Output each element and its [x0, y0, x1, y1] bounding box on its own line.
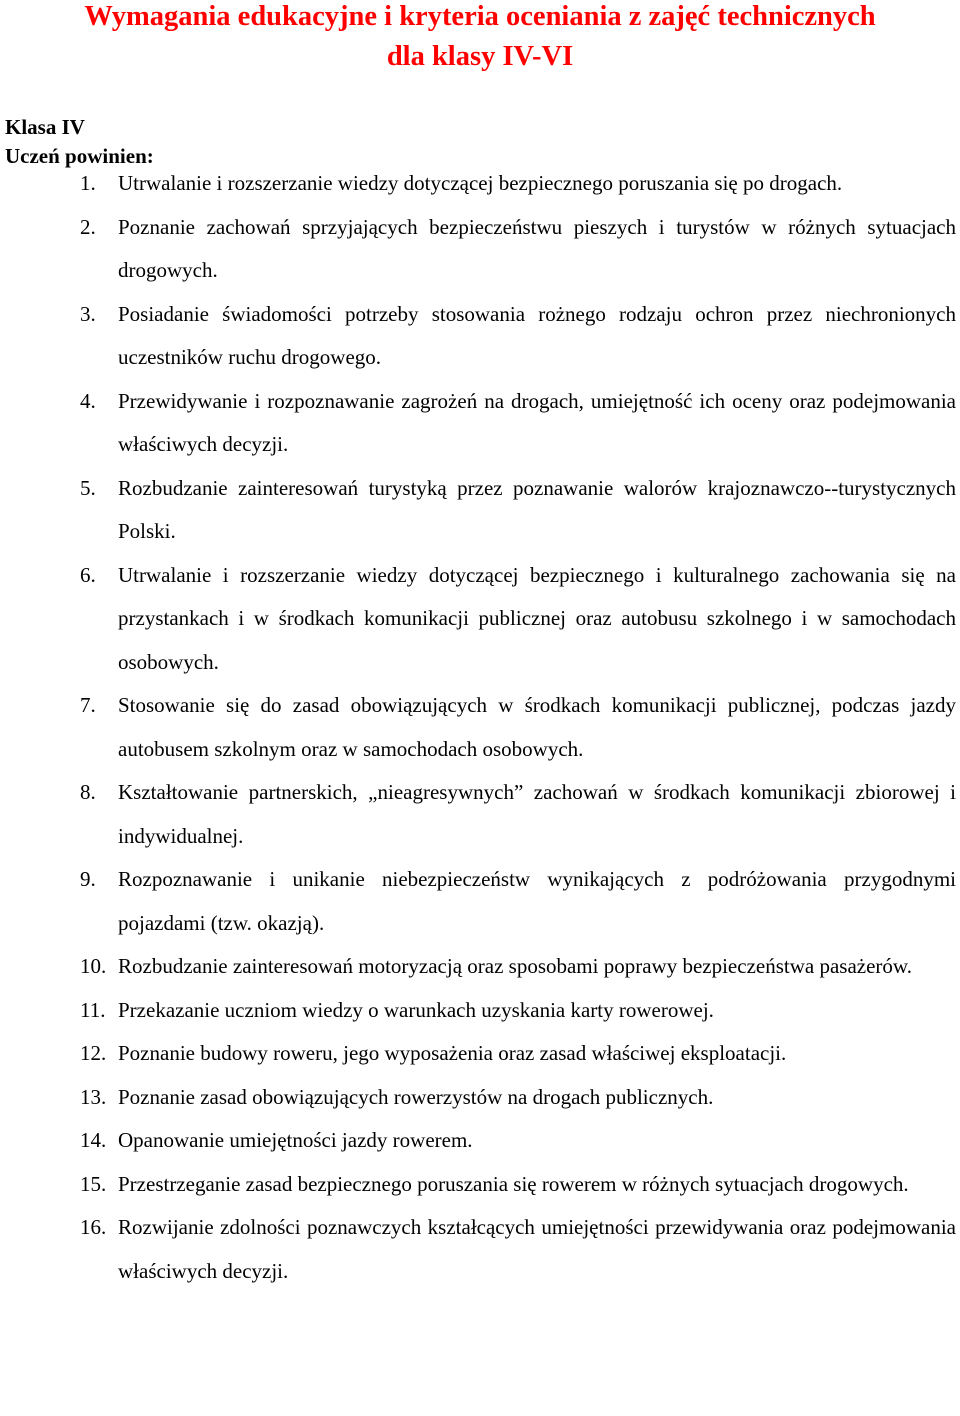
list-item-text: Przekazanie uczniom wiedzy o warunkach uzyskania karty rowerowej. — [118, 997, 714, 1022]
list-item-text: Rozpoznawanie i unikanie niebezpieczeństw wynikających z podróżowania przygodnymi pojazdami (tzw. okazją). — [118, 867, 956, 935]
list-item — [0, 554, 960, 685]
list-item — [0, 989, 960, 1033]
list-item — [0, 684, 960, 771]
list-item-text: Stosowanie się do zasad obowiązujących w środkach komunikacji publicznej, podczas jazdy autobusem szkolnym oraz w samochodach osobowych. — [118, 693, 956, 761]
list-item — [0, 293, 960, 380]
list-item — [0, 1206, 960, 1293]
list-item — [0, 858, 960, 945]
list-item-number: 6. — [80, 562, 96, 587]
list-item-text: Rozbudzanie zainteresowań motoryzacją oraz sposobami poprawy bezpieczeństwa pasażerów. — [118, 954, 912, 978]
list-item — [0, 1163, 960, 1207]
list-item — [0, 206, 960, 293]
list-item — [0, 1032, 960, 1076]
list-item-number: 4. — [80, 388, 96, 413]
list-item-text: Opanowanie umiejętności jazdy rowerem. — [118, 1128, 473, 1152]
list-item-number: 11. — [80, 997, 106, 1022]
list-item-text: Poznanie budowy roweru, jego wyposażenia oraz zasad właściwej eksploatacji. — [118, 1041, 787, 1065]
list-item-text: Utrwalanie i rozszerzanie wiedzy dotyczącej bezpiecznego poruszania się po drogach. — [118, 171, 843, 195]
list-item-text: Posiadanie świadomości potrzeby stosowania rożnego rodzaju ochron przez niechronionych uczestników ruchu drogowego. — [118, 301, 956, 369]
list-item-text: Przewidywanie i rozpoznawanie zagrożeń na drogach, umiejętność ich oceny oraz podejmowania właściwych decyzji. — [118, 388, 956, 456]
document-title-line-2: dla klasy IV-VI — [386, 41, 574, 72]
intro-text: Uczeń powinien: — [5, 144, 154, 168]
list-item — [0, 945, 960, 989]
requirements-list — [0, 162, 960, 1293]
list-item-number: 14. — [80, 1128, 107, 1152]
list-item-number: 5. — [80, 475, 96, 500]
list-item-number: 3. — [80, 301, 96, 326]
list-item-text: Rozwijanie zdolności poznawczych kształcących umiejętności przewidywania oraz podejmowania właściwych decyzji. — [118, 1215, 956, 1283]
list-item — [0, 1076, 960, 1120]
list-item-number: 2. — [80, 214, 96, 239]
list-item — [0, 467, 960, 554]
class-heading: Klasa IV — [5, 115, 85, 139]
list-item-text: Poznanie zasad obowiązujących rowerzystów na drogach publicznych. — [118, 1084, 714, 1109]
list-item-number: 13. — [80, 1084, 107, 1109]
list-item-text: Rozbudzanie zainteresowań turystyką przez poznawanie walorów krajoznawczo--turystycznych Polski. — [118, 475, 956, 543]
list-item-text: Przestrzeganie zasad bezpiecznego poruszania się rowerem w różnych sytuacjach drogowych. — [118, 1171, 909, 1196]
list-item-number: 9. — [80, 867, 96, 891]
list-item — [0, 1119, 960, 1163]
list-item-number: 7. — [80, 693, 96, 717]
list-item-number: 10. — [80, 954, 107, 978]
list-item-number: 16. — [80, 1215, 107, 1239]
document-title-line-1: Wymagania edukacyjne i kryteria oceniania z zajęć technicznych — [84, 1, 876, 32]
document-title — [0, 0, 960, 77]
list-item-text: Utrwalanie i rozszerzanie wiedzy dotyczącej bezpiecznego i kulturalnego zachowania się na przystankach i w środkach komunikacji publicznej oraz autobusu szkolnego i w samochodach osobowych. — [118, 562, 956, 674]
list-item-number: 8. — [80, 780, 96, 804]
list-item — [0, 162, 960, 206]
list-item-number: 15. — [80, 1171, 107, 1196]
list-item-text: Kształtowanie partnerskich, „nieagresywnych” zachowań w środkach komunikacji zbiorowej i indywidualnej. — [118, 780, 956, 848]
list-item — [0, 771, 960, 858]
list-item-number: 1. — [80, 171, 96, 195]
list-item — [0, 380, 960, 467]
list-item-number: 12. — [80, 1041, 107, 1065]
list-item-text: Poznanie zachowań sprzyjających bezpieczeństwu pieszych i turystów w różnych sytuacjach drogowych. — [118, 214, 956, 282]
